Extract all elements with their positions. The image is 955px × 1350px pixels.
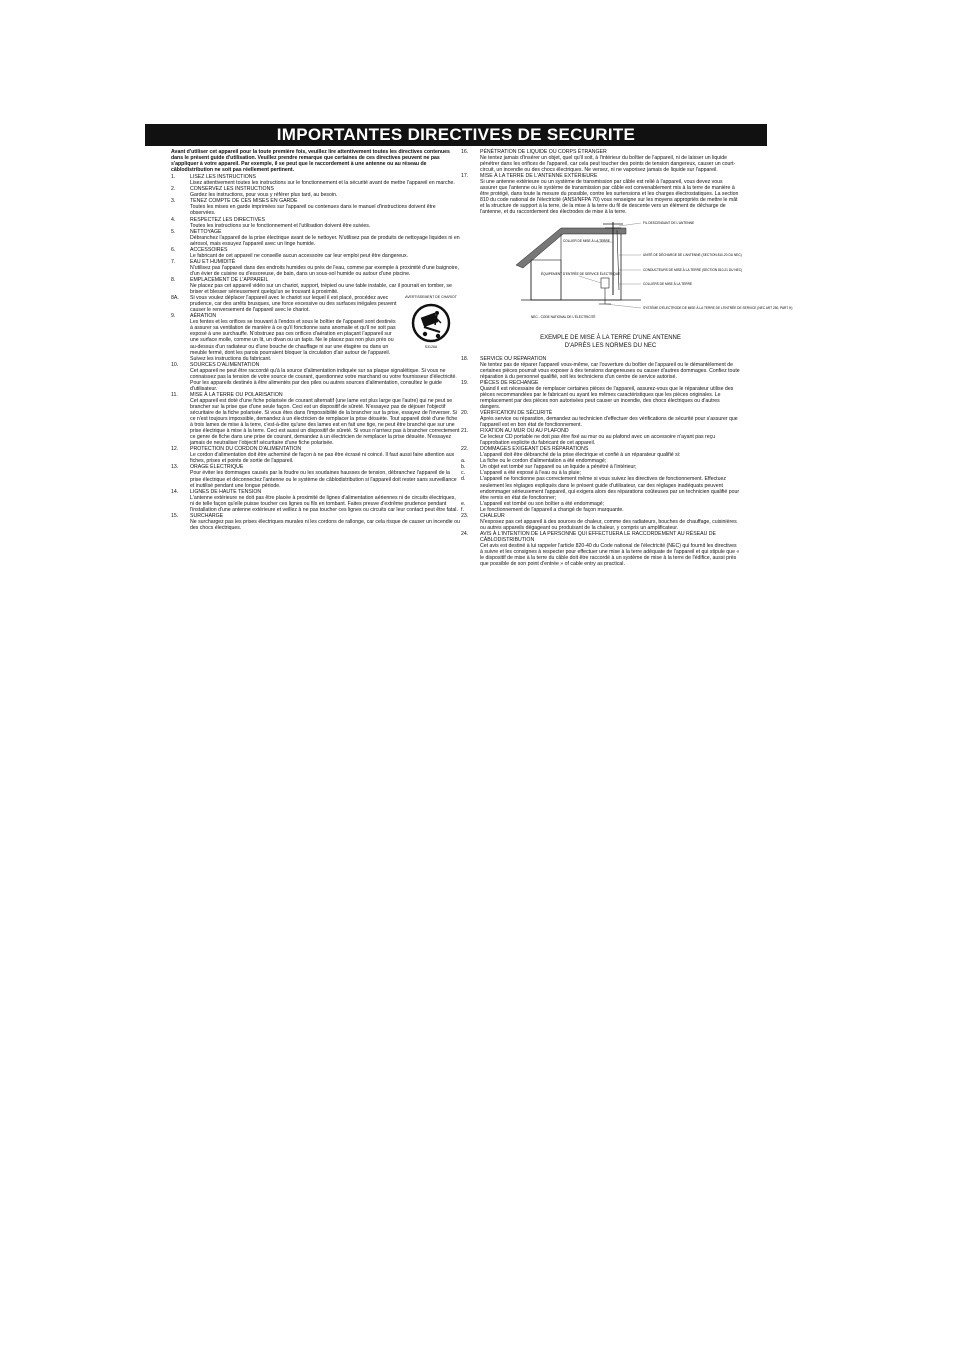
item-heading: EAU ET HUMIDITÉ [190, 258, 236, 265]
item-heading: MISE À LA TERRE OU POLARISATION [190, 391, 283, 398]
item-heading: RESPECTEZ LES DIRECTIVES [190, 216, 265, 223]
item-number: 24. [461, 530, 469, 537]
safety-item [171, 313, 461, 361]
safety-item [171, 277, 461, 295]
item-heading: MISE À LA TERRE DE L'ANTENNE EXTÉRIEURE [480, 173, 598, 180]
item-heading: ORAGE ÉLECTRIQUE [190, 464, 244, 471]
right-column [461, 149, 793, 568]
diagram-caption [481, 334, 740, 350]
safety-item [461, 410, 740, 428]
sub-item-text: L'appareil a été exposé à l'eau ou à la pluie; [480, 470, 581, 477]
safety-item [171, 217, 461, 229]
item-heading: NETTOYAGE [190, 228, 222, 235]
item-heading: ACCESSOIRES [190, 246, 228, 253]
safety-item [171, 259, 461, 277]
item-heading: LISEZ LES INSTRUCTIONS [190, 174, 257, 181]
sub-item-letter: d. [461, 476, 466, 483]
item-number: 20. [461, 409, 469, 416]
item-number: 5. [171, 228, 176, 235]
item-heading: EMPLACEMENT DE L'APPAREIL [190, 276, 269, 283]
item-body: Si vous voulez déplacer l'appareil avec le chariot sur lequel il est placé, procédez avec prudence, car des arrêts brusques, une force excessive ou des surfaces inégales peuvent causer le renversement de l'appareil avec le chariot. [190, 295, 397, 314]
safety-item [171, 392, 461, 446]
safety-item [171, 464, 461, 488]
item-number: 15. [171, 512, 179, 519]
item-number: 10. [171, 361, 179, 368]
caption-line-1: EXEMPLE DE MISE À LA TERRE D'UNE ANTENNE [540, 334, 681, 341]
safety-item [461, 531, 740, 567]
sub-item-letter: b. [461, 464, 466, 471]
label-antenna-lead: FIL DESCENDANT DE L'ANTENNE [643, 220, 695, 225]
safety-item [461, 173, 740, 215]
item-number: 3. [171, 198, 176, 205]
item-body: Gardez les instructions, pour vous y référer plus tard, au besoin. [190, 192, 338, 199]
item-heading: PROTECTION DU CORDON D'ALIMENTATION [190, 446, 302, 453]
item-heading: SURCHARGE [190, 512, 224, 519]
item-heading: SOURCES D'ALIMENTATION [190, 361, 260, 368]
item-body: L'antenne extérieure ne doit pas être placée à proximité de lignes d'alimentation aériennes ni de circuits électriques, ni de telle façon qu'elle puisse toucher ces lignes ou fils en tombant. Faites preuve d'extrême prudence pendant l'installation d'une antenne extérieure et veillez à ne pas toucher ces lignes ou circuits car leur contact peut être fatal. [190, 494, 458, 513]
item-body: Toutes les instructions sur le fonctionnement et l'utilisation doivent être suivies. [190, 222, 371, 229]
safety-item [461, 446, 740, 458]
item-body: Ne tentez pas de réparer l'appareil vous-même, car l'ouverture du boîtier de l'appareil ou le démantèlement de certaines pièces pourrait vous exposer à des tensions dangereuses ou causer d'autres dommages. Confiez toute réparation à du personnel qualifié, soit les techniciens d'un centre de service autorisé. [480, 361, 740, 380]
item-body: N'exposez pas cet appareil à des sources de chaleur, comme des radiateurs, bouches de chauffage, cuisinières ou autres appareils dégageant ou produisant de la chaleur, y compris un amplificateur. [480, 518, 737, 531]
safety-item [461, 380, 740, 410]
cart-warning-label: AVERTISSEMENT DE CHARIOT [405, 295, 457, 300]
item-number: 9. [171, 313, 176, 320]
item-number: 18. [461, 355, 469, 362]
label-ground-clamp-top: COLLIER DE MISE À LA TERRE [563, 238, 610, 243]
item-body: Ne surchargez pas les prises électriques murales ni les cordons de rallonge, car cela risque de causer un incendie ou des chocs électriques. [190, 518, 460, 531]
item-heading: AÉRATION [190, 313, 217, 320]
item-number: 1. [171, 174, 176, 181]
item-number: 2. [171, 186, 176, 193]
item-body: Lisez attentivement toutes les instructions sur le fonctionnement et la sécurité avant de mettre l'appareil en marche. [190, 180, 455, 187]
label-electrode-system: SYSTÈME D'ÉLECTRODE DE MISE À LA TERRE DE L'ENTRÉE DE SERVICE (NEC ART 250, PART H) [643, 305, 793, 310]
label-ground-clamps: COLLIERS DE MISE À LA TERRE [643, 281, 693, 286]
safety-item [171, 362, 461, 392]
sub-item-text: La fiche ou le cordon d'alimentation a été endommagé; [480, 458, 607, 465]
safety-item [461, 149, 740, 173]
item-number: 23. [461, 512, 469, 519]
label-discharge-unit: UNITÉ DE DÉCHARGE DE L'ANTENNE (SECTION 810-20 DU NEC) [643, 252, 742, 257]
item-heading: TENEZ COMPTE DE CES MISES EN GARDE [190, 198, 298, 205]
item-body: Le cordon d'alimentation doit être acheminé de façon à ne pas être écrasé ni coincé. Il faut aussi faire attention aux fiches, prises et points de sortie de l'appareil. [190, 452, 455, 465]
item-body: Toutes les mises en garde imprimées sur l'appareil ou contenues dans le manuel d'instructions doivent être observées. [190, 204, 436, 217]
cart-warning-code: S3126A [424, 345, 438, 350]
house-antenna-drawing [501, 220, 793, 330]
item-body: Après service ou réparation, demandez au technicien d'effectuer des vérifications de sécurité pour s'assurer que l'appareil est en bon état de fonctionnement. [480, 415, 738, 429]
item-heading: VÉRIFICATION DE SÉCURITÉ [480, 409, 553, 416]
item-number: 11. [171, 391, 178, 398]
safety-item [171, 229, 461, 247]
caption-line-2: D'APRÈS LES NORMES DU NEC [564, 342, 657, 349]
item-body: Ce lecteur CD portable ne doit pas être fixé au mur ou au plafond avec un accessoire n'ayant pas reçu l'approbation explicite du fabricant de cet appareil. [480, 434, 716, 447]
item-heading: PÉNÉTRATION DE LIQUIDE OU CORPS ÉTRANGER [480, 149, 607, 155]
item-body: Cet appareil est doté d'une fiche polarisée de courant alternatif (une lame est plus large que l'autre) qui ne peut se brancher sur la prise que d'une seule façon. Ceci est un dispositif de sûreté. N'essayez pas de déjouer l'objectif sécuritaire de la fiche polarisée. Si vous êtes dans l'impossibilité de la brancher sur la prise, essayez de l'inverser. Si ce n'est toujours impossible, demandez à un électricien de remplacer la prise désuète. Tout appareil doté d'une fiche à trois lames de mise à la terre, c'est-à-dire qu'une des lames est en fait une tige, ne peut être branché que sur une prise électrique à mise à la terre. Ceci est aussi un dispositif de sûreté. Si vous n'arrivez pas à brancher correctement ce genre de fiche dans une prise de courant, demandez à un électricien de remplacer la prise désuète. N'essayez jamais de neutraliser l'objectif sécuritaire d'une fiche polarisée. [190, 397, 460, 447]
sub-item-text: L'appareil est tombé ou son boîtier a été endommagé; [480, 500, 605, 507]
item-number: 6. [171, 246, 176, 253]
safety-item [461, 356, 740, 380]
safety-item [171, 513, 461, 531]
item-body: Pour éviter les dommages causés par la foudre ou les soudaines hausses de tension, débranchez l'appareil de la prise électrique et déconnectez l'antenne ou le système de câblodistribution si l'appareil doit rester sans surveillance et inutilisé pendant une longue période. [190, 470, 457, 489]
label-service-equipment: ÉQUIPEMENT D'ENTRÉE DE SERVICE ÉLECTRIQUE [541, 271, 621, 276]
item-heading: PIÈCES DE RECHANGE [480, 379, 539, 386]
safety-item [171, 446, 461, 464]
safety-item [171, 186, 461, 198]
damage-sub-item [461, 476, 740, 500]
sub-item-text: Le fonctionnement de l'appareil a changé de façon marquante. [480, 506, 624, 513]
safety-item [171, 489, 461, 513]
item-number: 12. [171, 446, 179, 453]
item-body: Quand il est nécessaire de remplacer certaines pièces de l'appareil, assurez-vous que le réparateur utilise des pièces recommandées par le fabricant ou ayant les mêmes caractéristiques que les pièces originales. Le remplacement par des pièces non autorisées peut causer un incendie, des chocs électriques ou d'autres dangers. [480, 385, 734, 410]
item-number: 14. [171, 488, 179, 495]
item-heading: CONSERVEZ LES INSTRUCTIONS [190, 186, 274, 193]
item-number: 17. [461, 173, 469, 180]
item-body: Cet appareil ne peut être raccordé qu'à la source d'alimentation indiquée sur sa plaque signalétique. Si vous ne connaissez pas la tension de votre source de courant, questionnez votre marchand ou votre fournisseur d'électricité. Pour les appareils destinés à être alimentés par des piles ou autres sources d'alimentation, consultez le guide d'utilisateur. [190, 367, 457, 392]
item-number: 7. [171, 258, 176, 265]
item-body: Si une antenne extérieure ou un système de transmission par câble est relié à l'appareil, vous devez vous assurer que l'antenne ou le système de transmission par câble est convenablement mis à la terre de manière à être protégé, dans toute la mesure du possible, contre les surtensions et les charges électrostatiques. La section 810 du code national de l'électricité (ANSI/NFPA 70) vous renseigne sur les moyens appropriés de mettre le mât et la structure de support à la terre, de la mise à la terre du fil de descente vers un élément de décharge de l'antenne, et du raccordement des électrodes de mise à la terre. [480, 179, 739, 216]
sub-item-letter: e. [461, 500, 466, 507]
item-heading: DOMMAGES EXIGEANT DES RÉPARATIONS [480, 446, 589, 453]
safety-item [171, 247, 461, 259]
left-column [171, 149, 461, 531]
antenna-grounding-diagram [501, 220, 793, 330]
item-heading: AVIS À L'INTENTION DE LA PERSONNE QUI EFFECTUERA LE RACCORDEMENT AU RÉSEAU DE CÂBLODISTRIBUTION [480, 530, 717, 543]
item-body: Ne tentez jamais d'insérer un objet, quel qu'il soit, à l'intérieur du boîtier de l'appareil, ni de laisser un liquide pénétrer dans les orifices de l'appareil, car cela peut toucher des points de tension dangereux, causer un court-circuit, un incendie ou des chocs électriques. Ne versez, ni ne vaporisez jamais de liquide sur l'appareil. [480, 155, 736, 174]
item-heading: CHALEUR [480, 512, 505, 519]
item-number: 4. [171, 216, 176, 223]
item-heading: FIXATION AU MUR OU AU PLAFOND [480, 428, 569, 435]
label-nec: NEC - CODE NATIONAL DE L'ÉLECTRICITÉ [531, 314, 596, 319]
item-body: Le fabricant de cet appareil ne conseille aucun accessoire car leur emploi peut être dangereux. [190, 252, 409, 259]
sub-item-text: Un objet est tombé sur l'appareil ou un liquide a pénétré à l'intérieur; [480, 464, 637, 471]
item-number: 8A. [171, 295, 179, 302]
item-body: Cet avis est destiné à lui rappeler l'article 820-40 du Code national de l'électricité (NEC) qui fournit les directives à suivre et les consignes à respecter pour effectuer une mise à la terre adéquate de l'appareil et qui stipule que « le dispositif de mise à la terre du câble doit être raccordé à un système de mise à la terre de l'édifice, aussi près que possible de son point d'entrée » of cable entry as practical. [480, 542, 740, 568]
item-body: Ne placez pas cet appareil vidéo sur un chariot, support, trépied ou une table instable, car il pourrait en tomber, se briser et blesser sérieusement quelqu'un se trouvant à proximité. [190, 283, 452, 296]
sub-item-letter: a. [461, 458, 466, 465]
item-number: 8. [171, 276, 176, 283]
intro-paragraph: Avant d'utiliser cet appareil pour la toute première fois, veuillez lire attentivement toutes les directives contenues dans le présent guide d'utilisation. Veuillez prendre remarque que certaines de ces directives peuvent ne pas s'appliquer à votre appareil. Par exemple, il se peut que le raccordement à une antenne ou au réseau de câblodistribution ne soit pas réellement pertinent. [171, 149, 450, 174]
item-number: 16. [461, 149, 469, 155]
safety-item [171, 198, 461, 216]
sub-item-letter: c. [461, 470, 466, 477]
sub-item-text: L'appareil ne fonctionne pas correctement même si vous suivez les directives de fonctionnement. Effectuez seulement les réglages expliqués dans le présent guide d'utilisateur, car des réglages inadéquats peuvent endommager sérieusement l'appareil, qui exigera alors des réparations coûteuses par un technicien qualifié pour être remis en état de fonctionner; [480, 476, 740, 501]
item-number: 19. [461, 379, 469, 386]
item-body: L'appareil doit être débranché de la prise électrique et confié à un réparateur qualifié si: [480, 452, 681, 459]
item-number: 21. [461, 428, 469, 435]
sub-item-letter: f. [461, 506, 464, 513]
item-heading: SERVICE OU RÉPARATION [480, 355, 547, 362]
item-number: 13. [171, 464, 179, 471]
safety-item [461, 428, 740, 446]
item-number: 22. [461, 446, 469, 453]
item-body: N'utilisez pas l'appareil dans des endroits humides ou près de l'eau, comme par exemple à proximité d'une baignoire, d'un évier de cuisine ou d'essoreuse, de bain, dans un sous-sol humide ou autour d'une piscine. [190, 264, 459, 277]
item-body: Les fentes et les orifices se trouvant à l'endos et sous le boîtier de l'appareil sont destinés à assurer sa ventilation de manière à ce qu'il fonctionne sans anomalie et qu'il ne soit pas exposé à une surchauffe. N'obstruez pas ces orifices d'aération en plaçant l'appareil sur une surface molle, comme un lit, un divan ou un tapis. Ne le placez pas non plus près ou au-dessus d'un radiateur ou d'une bouche de chauffage ni sur une étagère ou dans un meuble fermé, dont les parois pourraient bloquer la circulation d'air autour de l'appareil. Suivez les instructions du fabricant. [190, 319, 396, 362]
label-ground-conductors: CONDUCTEURS DE MISE À LA TERRE (SECTION 810-21 DU NEC) [643, 267, 743, 272]
item-heading: LIGNES DE HAUTE TENSION [190, 488, 262, 495]
safety-item [461, 513, 740, 531]
item-body: Débranchez l'appareil de la prise électrique avant de le nettoyer. N'utilisez pas de produits de nettoyage liquides ni en aérosol, mais essuyez l'appareil avec un linge humide. [190, 234, 460, 247]
safety-item [171, 174, 461, 186]
page-title: IMPORTANTES DIRECTIVES DE SECURITE [145, 124, 767, 146]
